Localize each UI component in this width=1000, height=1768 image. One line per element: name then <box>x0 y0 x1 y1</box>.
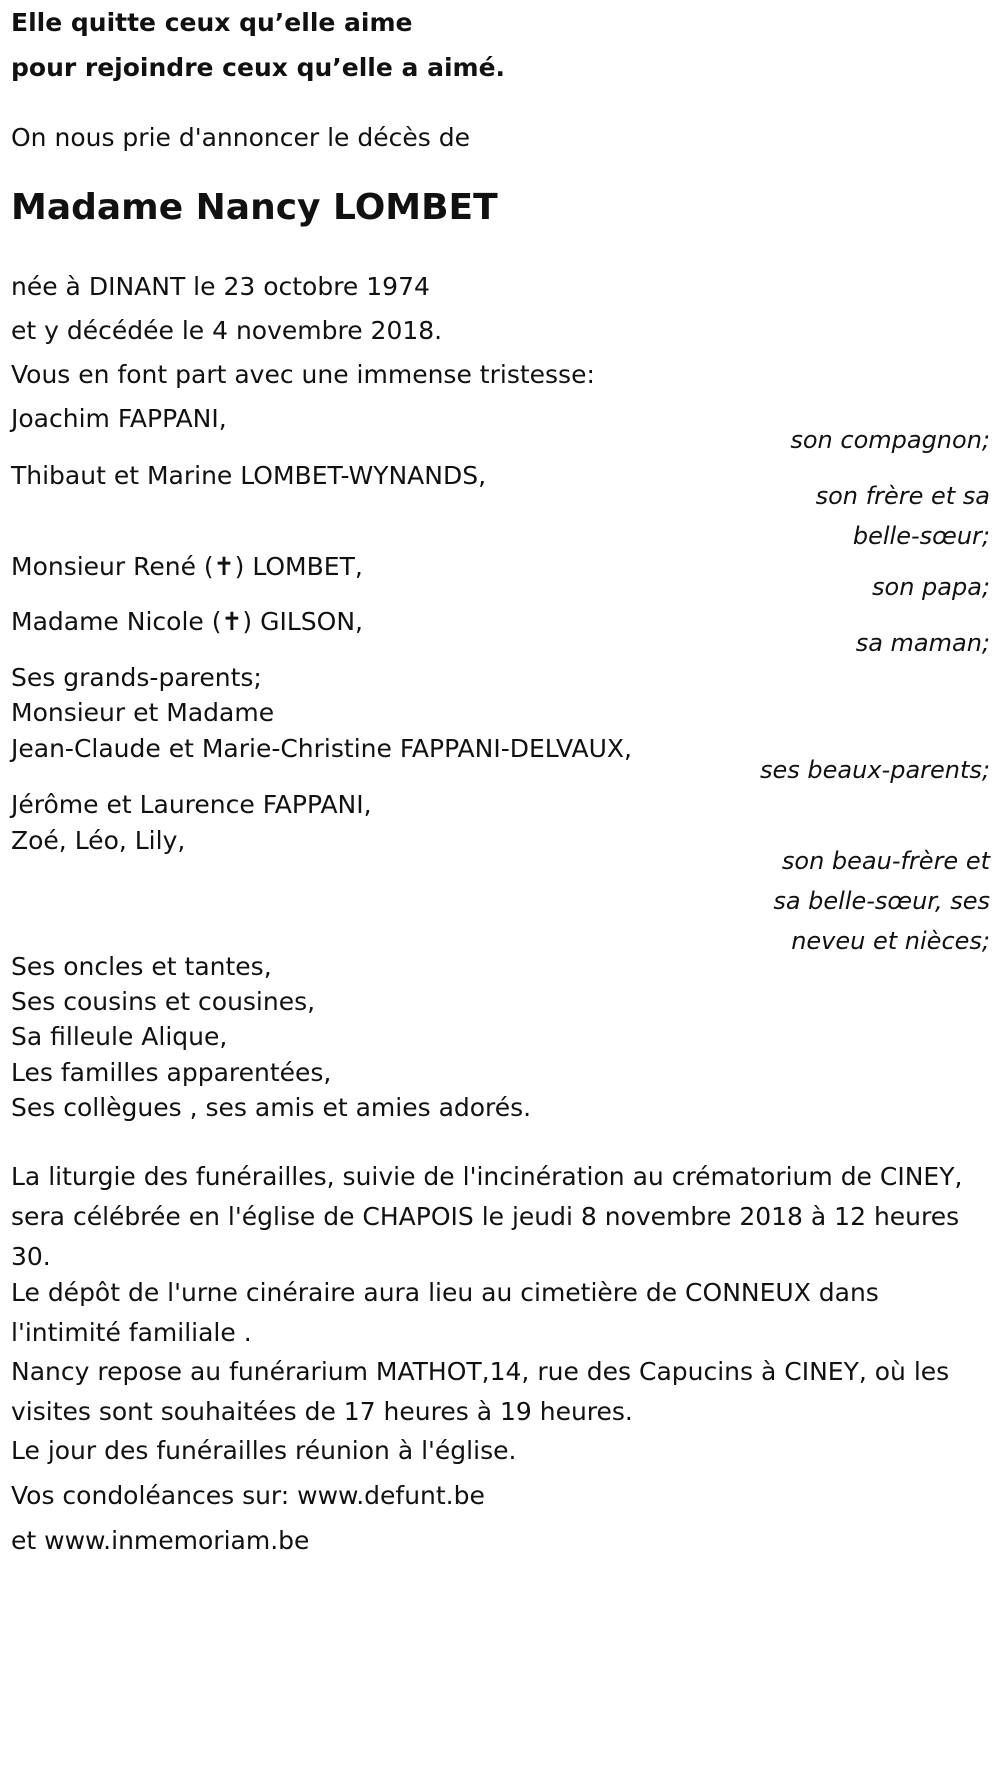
relation-inlaws: ses beaux-parents; <box>760 756 990 784</box>
relation-jerome: son beau-frère et sa belle-sœur, ses neveu et nièces; <box>773 847 990 955</box>
death-info: et y décédée le 4 novembre 2018. <box>11 316 443 345</box>
goddaughter-text: Sa filleule Alique, <box>11 1022 228 1051</box>
condolences-line-2: et www.inmemoriam.be <box>11 1526 310 1555</box>
family-member-thibaut: Thibaut et Marine LOMBET-WYNANDS, <box>11 461 487 490</box>
family-member-jerome: Jérôme et Laurence FAPPANI, <box>11 790 372 819</box>
colleagues-text: Ses collègues , ses amis et amies adorés. <box>11 1093 532 1122</box>
intro-text: On nous prie d'annoncer le décès de <box>11 123 470 152</box>
families-text: Les familles apparentées, <box>11 1058 332 1087</box>
birth-info: née à DINANT le 23 octobre 1974 <box>11 272 430 301</box>
urn-deposit: Le dépôt de l'urne cinéraire aura lieu au cimetière de CONNEUX dans l'intimité familiale . <box>11 1278 879 1347</box>
funeral-liturgy: La liturgie des funérailles, suivie de l'incinération au crématorium de CINEY, sera célébrée en l'église de CHAPOIS le jeudi 8 novembre 2018 à 12 heures 30. <box>11 1162 963 1271</box>
relation-rene: son papa; <box>872 573 990 601</box>
uncles-text: Ses oncles et tantes, <box>11 952 272 981</box>
deceased-name: Madame Nancy LOMBET <box>11 187 498 228</box>
family-member-nicole: Madame Nicole (✝) GILSON, <box>11 607 363 636</box>
funerarium-visits: Nancy repose au funérarium MATHOT,14, rue des Capucins à CINEY, où les visites sont souhaitées de 17 heures à 19 heures. <box>11 1357 950 1426</box>
relation-joachim: son compagnon; <box>790 426 990 454</box>
inlaws-line-1: Monsieur et Madame <box>11 698 275 727</box>
announcement-text: Vous en font part avec une immense tristesse: <box>11 360 595 389</box>
family-member-joachim: Joachim FAPPANI, <box>11 404 227 433</box>
epitaph-line-2: pour rejoindre ceux qu’elle a aimé. <box>11 53 506 82</box>
inlaws-line-2: Jean-Claude et Marie-Christine FAPPANI-DELVAUX, <box>11 734 632 763</box>
church-meeting: Le jour des funérailles réunion à l'église. <box>11 1436 517 1465</box>
relation-nicole: sa maman; <box>855 629 990 657</box>
cousins-text: Ses cousins et cousines, <box>11 987 316 1016</box>
family-member-children: Zoé, Léo, Lily, <box>11 826 186 855</box>
grandparents-text: Ses grands-parents; <box>11 663 262 692</box>
relation-thibaut: son frère et sa belle-sœur; <box>815 482 990 550</box>
family-member-rene: Monsieur René (✝) LOMBET, <box>11 552 363 581</box>
condolences-line-1: Vos condoléances sur: www.defunt.be <box>11 1481 485 1510</box>
epitaph-line-1: Elle quitte ceux qu’elle aime <box>11 8 413 37</box>
